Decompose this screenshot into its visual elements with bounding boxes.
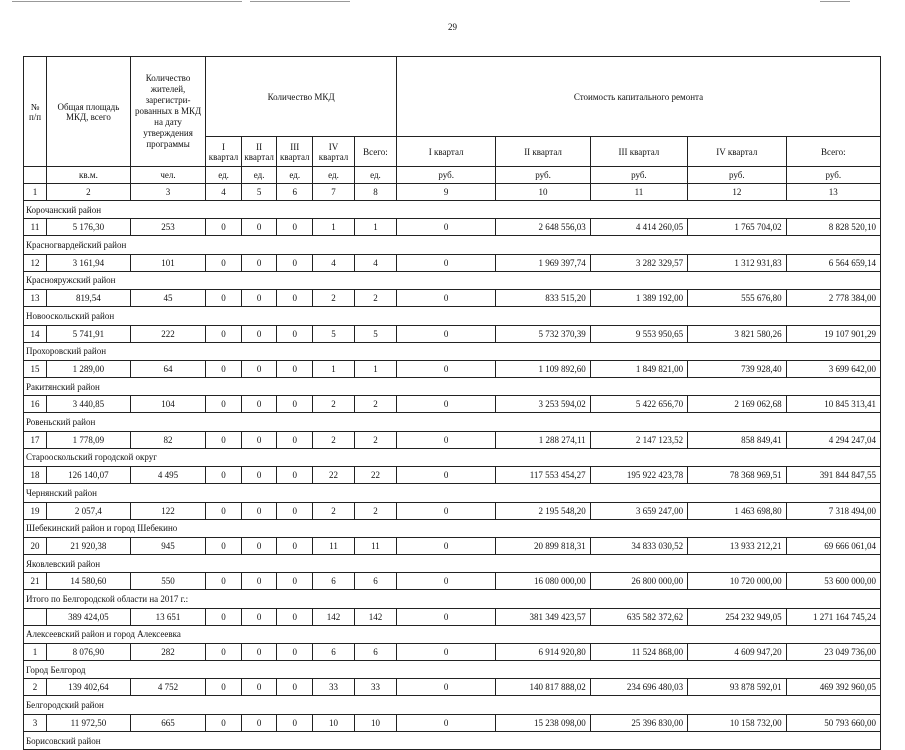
cell-ct: 10 845 313,41 [786,396,880,413]
cell-ct: 6 564 659,14 [786,254,880,271]
unit-cell: руб. [688,167,786,184]
cell-c3: 4 414 260,05 [590,219,687,236]
cell-c4: 858 849,41 [688,431,786,448]
cell-c2: 2 195 548,20 [496,502,590,519]
capital-repair-table [23,56,881,750]
cell-q1: 0 [206,290,242,307]
cell-n: 17 [24,431,47,448]
column-number-cell: 1 [24,184,47,201]
cell-ct: 19 107 901,29 [786,325,880,342]
region-row [24,519,881,537]
cell-c4: 93 878 592,01 [688,679,786,696]
region-row [24,731,881,749]
region-name: Чернянский район [24,484,881,502]
cell-q4: 2 [313,431,355,448]
cell-n: 3 [24,714,47,731]
cell-c4: 1 765 704,02 [688,219,786,236]
cell-c3: 1 389 192,00 [590,290,687,307]
unit-cell: кв.м. [47,167,131,184]
unit-cell: ед. [206,167,242,184]
table-row [24,219,881,236]
cell-c2: 117 553 454,27 [496,467,590,484]
cell-c2: 16 080 000,00 [496,573,590,590]
cell-area: 126 140,07 [47,467,131,484]
table-row [24,573,881,590]
cell-q4: 142 [313,608,355,625]
cell-ct: 469 392 960,05 [786,679,880,696]
header-q1: I квартал [206,137,242,167]
cell-c1: 0 [396,290,496,307]
cell-n: 2 [24,679,47,696]
cell-c3: 11 524 868,00 [590,644,687,661]
header-num: № п/п [24,57,47,167]
cell-c2: 1 288 274,11 [496,431,590,448]
cell-q3: 0 [277,679,313,696]
table-row [24,644,881,661]
cell-c3: 34 833 030,52 [590,537,687,554]
cell-n: 15 [24,360,47,377]
cell-q1: 0 [206,254,242,271]
cell-c3: 25 396 830,00 [590,714,687,731]
table-row [24,290,881,307]
cell-q2: 0 [241,608,277,625]
cell-c1: 0 [396,396,496,413]
column-number-cell: 10 [496,184,590,201]
cell-c3: 3 282 329,57 [590,254,687,271]
cell-c3: 3 659 247,00 [590,502,687,519]
cell-c3: 635 582 372,62 [590,608,687,625]
cell-q2: 0 [241,502,277,519]
cell-q1: 0 [206,608,242,625]
header-q2-cost: II квартал [496,137,590,167]
cell-c4: 3 821 580,26 [688,325,786,342]
cell-ct: 50 793 660,00 [786,714,880,731]
region-row [24,342,881,360]
cell-q3: 0 [277,431,313,448]
region-name: Краснояружский район [24,271,881,289]
cell-c2: 6 914 920,80 [496,644,590,661]
cell-q3: 0 [277,608,313,625]
cell-q3: 0 [277,290,313,307]
region-name: Красногвардейский район [24,236,881,254]
cell-c1: 0 [396,219,496,236]
cell-c1: 0 [396,360,496,377]
region-name: Ровеньский район [24,413,881,431]
region-row [24,661,881,679]
table-row [24,467,881,484]
cell-res: 101 [130,254,205,271]
cell-res: 4 752 [130,679,205,696]
cell-q2: 0 [241,537,277,554]
header-q1-cost: I квартал [396,137,496,167]
region-name: Борисовский район [24,731,881,749]
table-row [24,679,881,696]
cell-tot: 142 [354,608,396,625]
cell-tot: 10 [354,714,396,731]
region-name: Алексеевский район и город Алексеевка [24,625,881,643]
cell-tot: 1 [354,360,396,377]
cell-c2: 2 648 556,03 [496,219,590,236]
table-row [24,714,881,731]
cell-q1: 0 [206,325,242,342]
cell-res: 45 [130,290,205,307]
units-row [24,167,881,184]
cell-n: 21 [24,573,47,590]
cell-q2: 0 [241,644,277,661]
region-name: Белгородский район [24,696,881,714]
cell-q4: 4 [313,254,355,271]
column-number-cell: 7 [313,184,355,201]
cell-q3: 0 [277,537,313,554]
cell-q1: 0 [206,431,242,448]
cell-c1: 0 [396,608,496,625]
column-number-cell: 8 [354,184,396,201]
column-number-cell: 5 [241,184,277,201]
header-total-cost: Всего: [786,137,880,167]
cell-area: 139 402,64 [47,679,131,696]
cell-res: 282 [130,644,205,661]
cell-tot: 2 [354,290,396,307]
cell-q3: 0 [277,360,313,377]
cell-ct: 7 318 494,00 [786,502,880,519]
cell-n: 13 [24,290,47,307]
unit-cell: ед. [277,167,313,184]
cell-c1: 0 [396,325,496,342]
unit-cell: руб. [496,167,590,184]
cell-tot: 1 [354,219,396,236]
table-row [24,502,881,519]
region-row [24,448,881,466]
cell-res: 64 [130,360,205,377]
cell-q1: 0 [206,360,242,377]
cell-c4: 78 368 969,51 [688,467,786,484]
cell-ct: 3 699 642,00 [786,360,880,377]
cell-n: 16 [24,396,47,413]
cell-n: 19 [24,502,47,519]
cell-q2: 0 [241,573,277,590]
cell-ct: 8 828 520,10 [786,219,880,236]
cell-area: 5 741,91 [47,325,131,342]
region-name: Корочанский район [24,201,881,219]
header-area: Общая площадь МКД, всего [47,57,131,167]
cell-q2: 0 [241,254,277,271]
cell-c2: 833 515,20 [496,290,590,307]
cell-n: 12 [24,254,47,271]
cell-c4: 4 609 947,20 [688,644,786,661]
cell-area: 1 778,09 [47,431,131,448]
unit-cell [24,167,47,184]
cell-c3: 26 800 000,00 [590,573,687,590]
cell-q3: 0 [277,467,313,484]
cell-n [24,608,47,625]
cell-c2: 5 732 370,39 [496,325,590,342]
cell-tot: 2 [354,502,396,519]
cell-q1: 0 [206,537,242,554]
cell-c3: 5 422 656,70 [590,396,687,413]
unit-cell: чел. [130,167,205,184]
cell-q2: 0 [241,431,277,448]
cell-tot: 2 [354,396,396,413]
cell-q3: 0 [277,644,313,661]
cell-q3: 0 [277,714,313,731]
header-mkd-count: Количество МКД [206,57,397,137]
cell-tot: 33 [354,679,396,696]
cell-q4: 1 [313,360,355,377]
cell-res: 122 [130,502,205,519]
cell-c3: 195 922 423,78 [590,467,687,484]
cell-q2: 0 [241,396,277,413]
region-row [24,484,881,502]
column-number-cell: 9 [396,184,496,201]
cell-tot: 4 [354,254,396,271]
cell-q4: 11 [313,537,355,554]
cell-area: 1 289,00 [47,360,131,377]
region-row [24,590,881,608]
region-row [24,554,881,572]
cell-c1: 0 [396,714,496,731]
cell-area: 11 972,50 [47,714,131,731]
cell-q3: 0 [277,254,313,271]
page-top-rule [0,0,905,3]
cell-c4: 13 933 212,21 [688,537,786,554]
unit-cell: руб. [786,167,880,184]
cell-ct: 53 600 000,00 [786,573,880,590]
cell-q4: 6 [313,573,355,590]
cell-res: 945 [130,537,205,554]
cell-q4: 2 [313,290,355,307]
cell-q3: 0 [277,502,313,519]
cell-q4: 10 [313,714,355,731]
cell-q1: 0 [206,679,242,696]
table-row [24,254,881,271]
cell-tot: 22 [354,467,396,484]
cell-res: 13 651 [130,608,205,625]
cell-n: 18 [24,467,47,484]
cell-ct: 23 049 736,00 [786,644,880,661]
cell-area: 389 424,05 [47,608,131,625]
cell-c3: 2 147 123,52 [590,431,687,448]
cell-q1: 0 [206,502,242,519]
cell-c3: 9 553 950,65 [590,325,687,342]
cell-c1: 0 [396,431,496,448]
cell-area: 14 580,60 [47,573,131,590]
column-number-cell: 13 [786,184,880,201]
cell-c3: 234 696 480,03 [590,679,687,696]
region-row [24,201,881,219]
cell-res: 253 [130,219,205,236]
cell-q2: 0 [241,467,277,484]
table-row [24,360,881,377]
cell-c1: 0 [396,644,496,661]
region-name: Итого по Белгородской области на 2017 г.: [24,590,881,608]
cell-n: 14 [24,325,47,342]
column-number-cell: 11 [590,184,687,201]
cell-c2: 381 349 423,57 [496,608,590,625]
cell-res: 550 [130,573,205,590]
unit-cell: руб. [396,167,496,184]
cell-tot: 6 [354,644,396,661]
unit-cell: руб. [590,167,687,184]
cell-area: 5 176,30 [47,219,131,236]
cell-c1: 0 [396,467,496,484]
cell-tot: 11 [354,537,396,554]
cell-ct: 391 844 847,55 [786,467,880,484]
cell-c4: 739 928,40 [688,360,786,377]
region-name: Новооскольский район [24,307,881,325]
cell-area: 3 161,94 [47,254,131,271]
region-row [24,271,881,289]
cell-q2: 0 [241,290,277,307]
cell-c1: 0 [396,537,496,554]
cell-q3: 0 [277,396,313,413]
column-numbers-row [24,184,881,201]
cell-q2: 0 [241,219,277,236]
unit-cell: ед. [313,167,355,184]
cell-q2: 0 [241,325,277,342]
region-name: Шебекинский район и город Шебекино [24,519,881,537]
cell-q1: 0 [206,467,242,484]
cell-area: 21 920,38 [47,537,131,554]
cell-q1: 0 [206,714,242,731]
cell-q2: 0 [241,360,277,377]
cell-q1: 0 [206,219,242,236]
cell-q4: 5 [313,325,355,342]
header-q3-cost: III квартал [590,137,687,167]
region-row [24,307,881,325]
region-name: Прохоровский район [24,342,881,360]
cell-tot: 6 [354,573,396,590]
region-row [24,377,881,395]
cell-ct: 69 666 061,04 [786,537,880,554]
table-row [24,431,881,448]
cell-n: 11 [24,219,47,236]
header-q3: III квартал [277,137,313,167]
column-number-cell: 12 [688,184,786,201]
cell-q1: 0 [206,644,242,661]
cell-area: 2 057,4 [47,502,131,519]
column-number-cell: 2 [47,184,131,201]
column-number-cell: 6 [277,184,313,201]
unit-cell: ед. [354,167,396,184]
region-name: Яковлевский район [24,554,881,572]
cell-area: 8 076,90 [47,644,131,661]
cell-c1: 0 [396,679,496,696]
cell-q4: 2 [313,502,355,519]
table-row [24,537,881,554]
header-q2: II квартал [241,137,277,167]
cell-q4: 33 [313,679,355,696]
cell-res: 82 [130,431,205,448]
cell-q3: 0 [277,219,313,236]
cell-c4: 10 158 732,00 [688,714,786,731]
cell-res: 4 495 [130,467,205,484]
region-name: Старооскольский городской округ [24,448,881,466]
cell-q2: 0 [241,679,277,696]
cell-c1: 0 [396,254,496,271]
cell-c2: 15 238 098,00 [496,714,590,731]
header-q4-cost: IV квартал [688,137,786,167]
header-total: Всего: [354,137,396,167]
cell-res: 665 [130,714,205,731]
cell-area: 3 440,85 [47,396,131,413]
header-residents: Количество жителей, зарегистри-рованных в МКД на дату утверждения программы [130,57,205,167]
cell-ct: 1 271 164 745,24 [786,608,880,625]
cell-n: 20 [24,537,47,554]
table-row [24,325,881,342]
cell-tot: 5 [354,325,396,342]
cell-q2: 0 [241,714,277,731]
cell-c1: 0 [396,502,496,519]
region-row [24,696,881,714]
cell-q4: 1 [313,219,355,236]
table-row [24,396,881,413]
cell-q3: 0 [277,325,313,342]
region-name: Ракитянский район [24,377,881,395]
cell-q1: 0 [206,573,242,590]
cell-n: 1 [24,644,47,661]
cell-ct: 4 294 247,04 [786,431,880,448]
cell-res: 104 [130,396,205,413]
cell-q4: 2 [313,396,355,413]
unit-cell: ед. [241,167,277,184]
cell-c4: 254 232 949,05 [688,608,786,625]
region-row [24,413,881,431]
cell-c4: 555 676,80 [688,290,786,307]
cell-area: 819,54 [47,290,131,307]
cell-tot: 2 [354,431,396,448]
cell-c2: 3 253 594,02 [496,396,590,413]
table-row [24,608,881,625]
cell-c2: 140 817 888,02 [496,679,590,696]
cell-res: 222 [130,325,205,342]
cell-q3: 0 [277,573,313,590]
cell-c2: 1 109 892,60 [496,360,590,377]
cell-c4: 2 169 062,68 [688,396,786,413]
region-row [24,236,881,254]
cell-c4: 10 720 000,00 [688,573,786,590]
column-number-cell: 4 [206,184,242,201]
cell-ct: 2 778 384,00 [786,290,880,307]
header-cost: Стоимость капитального ремонта [396,57,880,137]
cell-c4: 1 463 698,80 [688,502,786,519]
cell-q4: 22 [313,467,355,484]
region-name: Город Белгород [24,661,881,679]
cell-c4: 1 312 931,83 [688,254,786,271]
cell-q4: 6 [313,644,355,661]
column-number-cell: 3 [130,184,205,201]
cell-c3: 1 849 821,00 [590,360,687,377]
cell-c1: 0 [396,573,496,590]
page-number: 29 [448,22,457,32]
header-q4: IV квартал [313,137,355,167]
cell-c2: 1 969 397,74 [496,254,590,271]
cell-q1: 0 [206,396,242,413]
cell-c2: 20 899 818,31 [496,537,590,554]
region-row [24,625,881,643]
